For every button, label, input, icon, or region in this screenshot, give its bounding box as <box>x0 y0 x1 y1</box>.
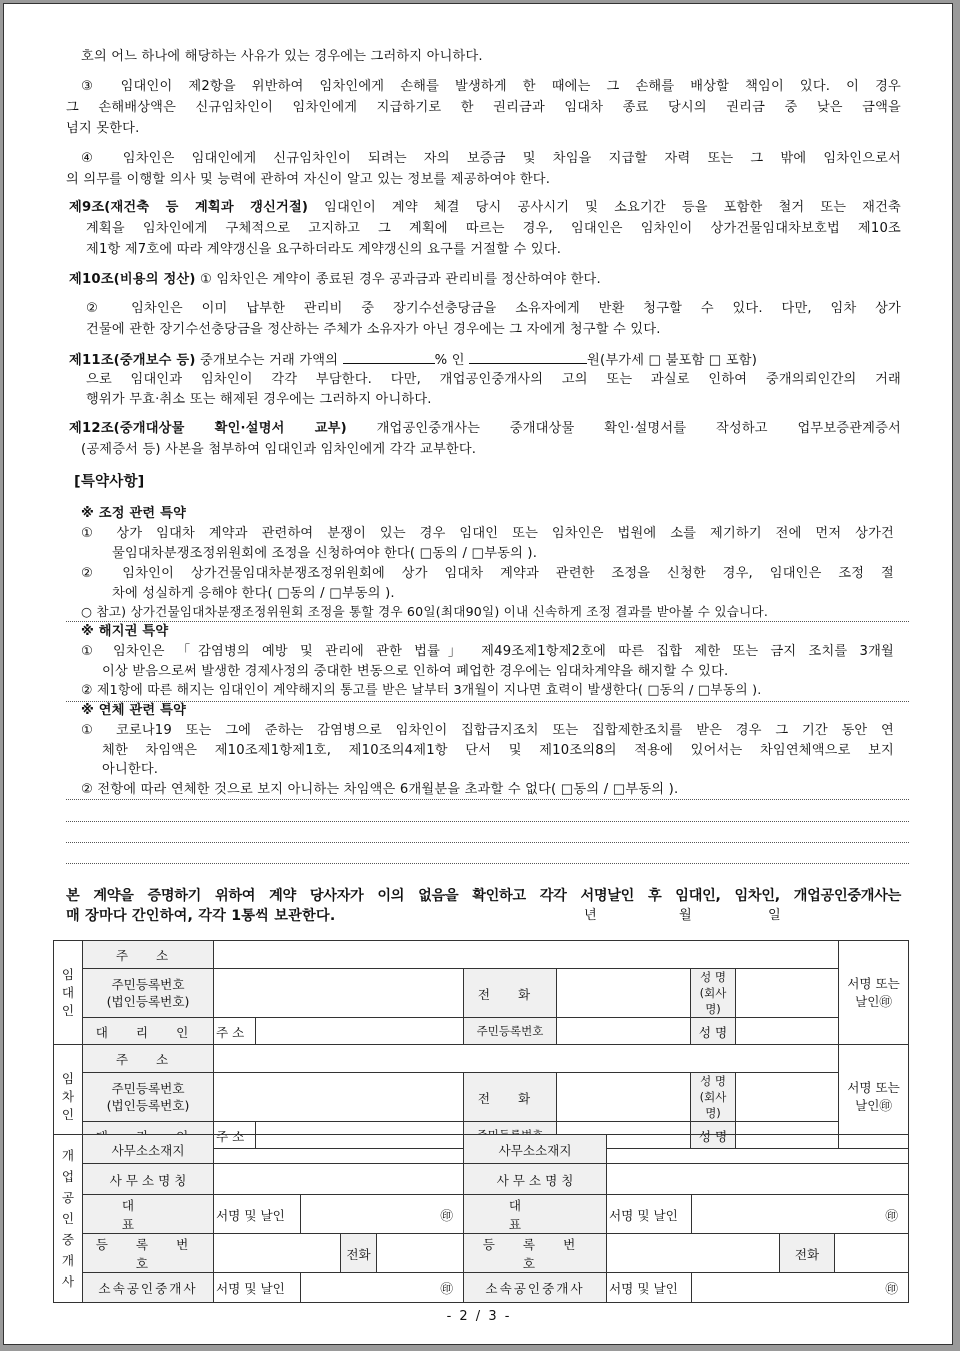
side-char: 임 <box>61 966 75 982</box>
broker1-sign-seal-label: 서명 및 날인 <box>214 1195 301 1234</box>
side-char: 개 <box>61 1148 75 1163</box>
broker1-affiliated-seal-field[interactable] <box>301 1273 464 1303</box>
seal-label: 날인㊞ <box>855 993 892 1009</box>
broker-affiliated-row <box>54 1273 909 1303</box>
seal-label: 날인㊞ <box>855 1097 892 1113</box>
name-label: 성 명 <box>700 1074 726 1088</box>
broker1-office-name-field[interactable] <box>214 1164 464 1195</box>
commission-amount-field[interactable] <box>469 349 587 364</box>
landlord-agent-name-field[interactable] <box>736 1018 839 1045</box>
side-char: 임 <box>61 1070 75 1086</box>
broker1-registration-field[interactable] <box>214 1234 341 1273</box>
art8-p4-line2: 의 의무를 이행할 의사 및 능력에 관하여 자신이 알고 있는 정보를 제공하여야 한다. <box>66 172 551 187</box>
art12-line2: (공제증서 등) 사본을 첨부하여 임대인과 임차인에게 각각 교부한다. <box>81 442 477 457</box>
broker1-office-address-field[interactable] <box>214 1135 464 1164</box>
broker1-office-name-label: 사 무 소 명 칭 <box>83 1164 214 1195</box>
landlord-id-row <box>54 969 909 1018</box>
art10-title: 제10조(비용의 정산) <box>69 272 196 287</box>
mediation-item2-line1: ② 임차인이 상가건물임대차분쟁조정위원회에 상가 임대차 계약과 관련한 조정을 신청한 경우, 임대인은 조정 절 <box>81 566 894 581</box>
signature-table <box>53 940 909 1149</box>
broker-representative-row <box>54 1195 909 1234</box>
seal-icon: ㊞ <box>440 1207 453 1223</box>
sign-label: 서명 또는 <box>847 975 900 991</box>
broker2-office-name-field[interactable] <box>607 1164 909 1195</box>
art11-line3: 행위가 무효·취소 또는 해제된 경우에는 그러하지 아니하다. <box>86 392 432 407</box>
day-label: 일 <box>768 908 781 923</box>
broker2-office-address-field[interactable] <box>607 1135 909 1164</box>
art8-p4-line1: ④ 임차인은 임대인에게 신규임차인이 되려는 자의 보증금 및 차임을 지급할 자력 또는 그 밖에 임차인으로서 <box>81 151 901 166</box>
broker-office-name-row <box>54 1164 909 1195</box>
closing-line2: 매 장마다 간인하여, 각각 1통씩 보관한다. <box>66 908 336 924</box>
id-label: 주민등록번호 <box>111 1081 185 1096</box>
broker1-representative-seal-field[interactable] <box>301 1195 464 1234</box>
dotted-divider <box>66 621 909 622</box>
tenant-signature-cell[interactable] <box>839 1045 909 1149</box>
termination-item2-line1: ② 제1항에 따른 해지는 임대인이 계약해지의 통고를 받은 날부터 3개월이 지나면 효력이 발생한다( □동의 / □부동의 ). <box>81 683 762 698</box>
special-terms-blank-line[interactable] <box>66 842 909 843</box>
broker2-registration-label: 등 록 번 호 <box>464 1234 607 1273</box>
side-char: 중 <box>61 1232 75 1247</box>
art12-title: 제12조(중개대상물 확인·설명서 교부) <box>69 421 347 436</box>
art10-line1-text: ① 임차인은 계약이 종료된 경우 공과금과 관리비를 정산하여야 한다. <box>199 272 601 287</box>
arrears-item1-line3: 아니한다. <box>102 762 159 777</box>
art9-line1 <box>69 198 901 218</box>
landlord-address-label: 주 소 <box>83 941 214 969</box>
landlord-name-label <box>691 969 736 1018</box>
art12-line1-text: 개업공인중개사는 중개대상물 확인·설명서를 작성하고 업무보증관계증서 <box>376 421 901 436</box>
broker1-affiliated-sign-label: 서명 및 날인 <box>214 1273 301 1303</box>
arrears-item1-line1: ① 코로나19 또는 그에 준하는 감염병으로 임차인이 집합금지조치 또는 집합제한조치를 받은 경우 그 기간 동안 연 <box>81 723 894 738</box>
broker2-phone-field[interactable] <box>835 1234 909 1273</box>
landlord-name-field[interactable] <box>736 969 839 1018</box>
art10-p2-line1: ② 임차인은 이미 납부한 관리비 중 장기수선충당금을 소유자에게 반환 청구할 수 있다. 다만, 임차 상가 <box>86 301 901 316</box>
dotted-divider <box>66 799 909 800</box>
broker1-phone-field[interactable] <box>377 1234 464 1273</box>
art8-p3-line2: 그 손해배상액은 신규임차인이 임차인에게 지급하기로 한 권리금과 임대차 종료 당시의 권리금 중 낮은 금액을 <box>66 100 901 115</box>
art12-line1 <box>69 419 901 439</box>
mediation-item1-line1: ① 상가 임대차 계약과 관련하여 분쟁이 있는 경우 임대인 또는 임차인은 법원에 소를 제기하기 전에 먼저 상가건 <box>81 526 894 541</box>
termination-item1-line2: 이상 받음으로써 발생한 경제사정의 중대한 변동으로 인하여 폐업한 경우에는 임대차계약을 해지할 수 있다. <box>102 664 729 679</box>
special-terms-blank-line[interactable] <box>66 821 909 822</box>
side-char: 인 <box>61 1002 75 1018</box>
special-terms-heading: [특약사항] <box>74 474 145 490</box>
tenant-phone-field[interactable] <box>557 1073 691 1122</box>
broker-side-label <box>54 1135 83 1303</box>
termination-item1-line1: ① 임차인은 「감염병의 예방 및 관리에 관한 법률」 제49조제1항제2호에 따른 집합 제한 또는 금지 조치를 3개월 <box>81 644 894 659</box>
landlord-id-field[interactable] <box>214 969 464 1018</box>
broker-office-address-row <box>54 1135 909 1164</box>
broker1-affiliated-label: 소속공인중개사 <box>83 1273 214 1303</box>
art10-line1 <box>69 270 601 290</box>
tenant-name-label <box>691 1073 736 1122</box>
broker2-affiliated-sign-label: 서명 및 날인 <box>607 1273 692 1303</box>
landlord-id-label <box>83 969 214 1018</box>
art8-p3-line1: ③ 임대인이 제2항을 위반하여 임차인에게 손해를 발생하게 한 때에는 그 손해를 배상할 책임이 있다. 이 경우 <box>81 79 901 94</box>
broker2-office-address-label: 사무소소재지 <box>464 1135 607 1164</box>
mediation-note: ○ 참고) 상가건물임대차분쟁조정위원회 조정을 통할 경우 60일(최대90일) 이내 신속하게 조정 결과를 받아볼 수 있습니다. <box>81 604 769 619</box>
landlord-agent-address-label: 주 소 <box>214 1018 256 1045</box>
broker1-representative-label: 대 표 <box>83 1195 214 1234</box>
landlord-phone-label: 전 화 <box>464 969 557 1018</box>
side-char: 인 <box>61 1211 75 1226</box>
commission-rate-field[interactable] <box>343 349 435 364</box>
termination-heading: ※ 해지권 특약 <box>81 624 169 639</box>
broker-table <box>53 1134 909 1303</box>
id-label: 주민등록번호 <box>111 977 185 992</box>
tenant-id-label <box>83 1073 214 1122</box>
landlord-signature-cell[interactable] <box>839 941 909 1045</box>
seal-icon: ㊞ <box>885 1281 898 1296</box>
side-char: 사 <box>61 1274 75 1289</box>
broker2-phone-label: 전화 <box>780 1234 835 1273</box>
art9-line2: 계획을 임차인에게 구체적으로 고지하고 그 계획에 따르는 경우, 임대인은 임차인이 상가건물임대차보호법 제10조 <box>86 221 901 236</box>
year-label: 년 <box>584 908 597 923</box>
tenant-id-field[interactable] <box>214 1073 464 1122</box>
broker2-office-name-label: 사 무 소 명 칭 <box>464 1164 607 1195</box>
landlord-agent-id-field[interactable] <box>557 1018 691 1045</box>
side-char: 공 <box>61 1190 75 1205</box>
landlord-phone-field[interactable] <box>557 969 691 1018</box>
arrears-heading: ※ 연체 관련 특약 <box>81 703 187 718</box>
broker2-affiliated-seal-field[interactable] <box>692 1273 909 1303</box>
company-label: (회사명) <box>699 986 727 1016</box>
mediation-item2-line2: 차에 성실하게 응해야 한다( □동의 / □부동의 ). <box>112 586 395 601</box>
mediation-item1-line2: 물임대차분쟁조정위원회에 조정을 신청하여야 한다( □동의 / □부동의 ). <box>112 546 538 561</box>
tenant-id-row <box>54 1073 909 1122</box>
art9-line3: 제1항 제7호에 따라 계약갱신을 요구하더라도 계약갱신의 요구를 거절할 수 있다. <box>86 242 562 257</box>
side-char: 개 <box>61 1253 75 1268</box>
broker2-affiliated-label: 소속공인중개사 <box>464 1273 607 1303</box>
side-char: 인 <box>61 1106 75 1122</box>
art8-p3-line3: 넘지 못한다. <box>66 121 140 136</box>
landlord-agent-id-label: 주민등록번호 <box>464 1018 557 1045</box>
arrears-item2-line1: ② 전항에 따라 연체한 것으로 보지 아니하는 차임액은 6개월분을 초과할 수 없다( □동의 / □부동의 ). <box>81 782 679 797</box>
art11-title: 제11조(중개보수 등) <box>69 353 196 368</box>
dotted-divider <box>66 701 909 702</box>
company-label: (회사명) <box>699 1090 727 1120</box>
seal-icon: ㊞ <box>885 1207 898 1223</box>
month-label: 월 <box>679 908 692 923</box>
side-char: 업 <box>61 1169 75 1184</box>
arrears-item1-line2: 체한 차임액은 제10조제1항제1호, 제10조의4제1항 단서 및 제10조의8의 적용에 있어서는 차임연체액으로 보지 <box>102 743 894 758</box>
name-label: 성 명 <box>700 970 726 984</box>
art11-line1-b: % 인 <box>434 353 465 368</box>
side-char: 대 <box>61 984 75 1000</box>
art9-title: 제9조(재건축 등 계획과 갱신거절) <box>69 200 309 215</box>
tenant-name-field[interactable] <box>736 1073 839 1122</box>
tenant-side-label <box>54 1045 83 1149</box>
landlord-address-field[interactable] <box>214 941 839 969</box>
sign-label: 서명 또는 <box>847 1079 900 1095</box>
closing-line1: 본 계약을 증명하기 위하여 계약 당사자가 이의 없음을 확인하고 각각 서명날인 후 임대인, 임차인, 개업공인중개사는 <box>66 888 901 904</box>
art11-line1-c: 원(부가세 □ 불포함 □ 포함) <box>587 353 758 368</box>
broker2-representative-label: 대 표 <box>464 1195 607 1234</box>
page-number: - 2 / 3 - <box>446 1309 512 1324</box>
corp-id-label: (법인등록번호) <box>106 1098 190 1113</box>
landlord-side-label <box>54 941 83 1045</box>
art9-line1-text: 임대인이 계약 체결 당시 공사시기 및 소요기간 등을 포함한 철거 또는 재건축 <box>324 200 901 215</box>
tenant-address-field[interactable] <box>214 1045 839 1073</box>
seal-icon: ㊞ <box>440 1281 453 1296</box>
landlord-address-row <box>54 941 909 969</box>
art10-p2-line2: 건물에 관한 장기수선충당금을 정산하는 주체가 소유자가 아닌 경우에는 그 자에게 청구할 수 있다. <box>86 322 661 337</box>
art11-line2: 으로 임대인과 임차인이 각각 부담한다. 다만, 개업공인중개사의 고의 또는 과실로 인하여 중개의뢰인간의 거래 <box>86 372 901 387</box>
tenant-address-label: 주 소 <box>83 1045 214 1073</box>
broker2-sign-seal-label: 서명 및 날인 <box>607 1195 692 1234</box>
landlord-agent-name-label: 성 명 <box>691 1018 736 1045</box>
tenant-agent-address-label: 주 소 <box>214 1122 256 1149</box>
broker-registration-row <box>54 1234 909 1273</box>
corp-id-label: (법인등록번호) <box>106 994 190 1009</box>
mediation-heading: ※ 조정 관련 특약 <box>81 506 187 521</box>
broker1-office-address-label: 사무소소재지 <box>83 1135 214 1164</box>
art11-line1-a: 중개보수는 거래 가액의 <box>199 353 339 368</box>
tenant-phone-label: 전 화 <box>464 1073 557 1122</box>
landlord-agent-row <box>54 1018 909 1045</box>
broker1-registration-label: 등 록 번 호 <box>83 1234 214 1273</box>
broker2-registration-field[interactable] <box>607 1234 780 1273</box>
special-terms-blank-line[interactable] <box>66 863 909 864</box>
tenant-agent-name-label: 성 명 <box>691 1122 736 1149</box>
art8-line0: 호의 어느 하나에 해당하는 사유가 있는 경우에는 그러하지 아니하다. <box>81 49 483 64</box>
landlord-agent-address-field[interactable] <box>256 1018 464 1045</box>
tenant-address-row <box>54 1045 909 1073</box>
broker1-phone-label: 전화 <box>341 1234 377 1273</box>
broker2-representative-seal-field[interactable] <box>692 1195 909 1234</box>
landlord-agent-label: 대 리 인 <box>83 1018 214 1045</box>
art11-line1 <box>69 349 757 371</box>
side-char: 차 <box>61 1088 75 1104</box>
